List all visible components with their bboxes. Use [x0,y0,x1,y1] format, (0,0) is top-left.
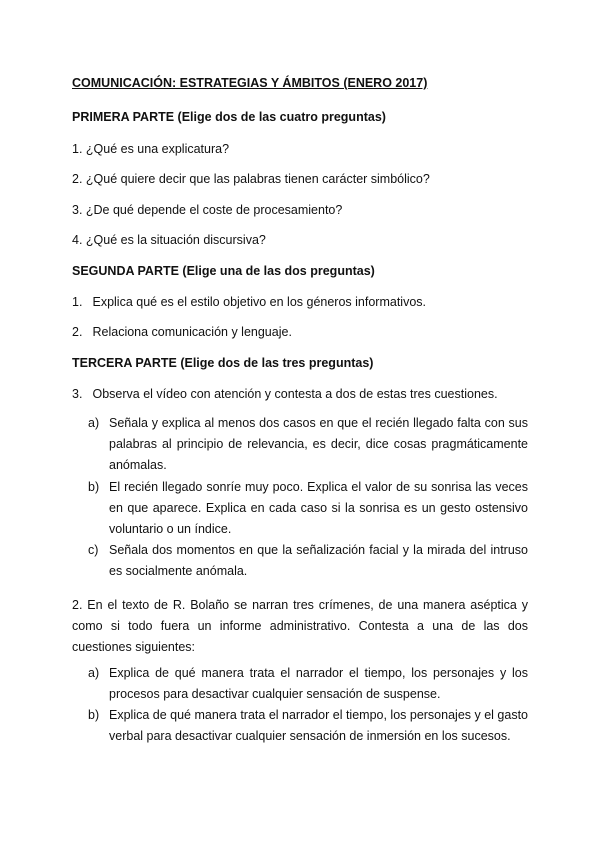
question-number: 3. [72,387,83,401]
question-number: 1. [72,295,83,309]
item-label: a) [88,666,100,680]
document-title: COMUNICACIÓN: ESTRATEGIAS Y ÁMBITOS (ENERO 2017) [72,76,428,90]
question-text: Observa el vídeo con atención y contesta a dos de estas tres cuestiones. [92,387,498,401]
part1-question-3: 3. ¿De qué depende el coste de procesamiento? [72,203,343,217]
item-text: Explica de qué manera trata el narrador el tiempo, los personajes y el gasto verbal para desactivar cualquier sensación de inmersión en los sucesos. [109,708,528,743]
part1-question-2: 2. ¿Qué quiere decir que las palabras tienen carácter simbólico? [72,172,430,186]
question-text: Relaciona comunicación y lenguaje. [92,325,292,339]
q2-item-a [88,663,528,705]
part2-question-1 [72,295,426,309]
q3-item-c [88,540,528,582]
part3-question-3 [72,387,498,401]
part2-heading: SEGUNDA PARTE (Elige una de las dos preguntas) [72,264,375,278]
item-label: b) [88,708,100,722]
item-label: c) [88,543,99,557]
question-text: Explica qué es el estilo objetivo en los géneros informativos. [92,295,426,309]
q2-item-b [88,705,528,747]
part3-heading: TERCERA PARTE (Elige dos de las tres preguntas) [72,356,374,370]
part1-question-1: 1. ¿Qué es una explicatura? [72,142,230,156]
item-text: Señala y explica al menos dos casos en que el recién llegado falta con sus palabras al principio de relevancia, es decir, dice cosas pragmáticamente anómalas. [109,416,528,472]
item-text: Explica de qué manera trata el narrador el tiempo, los personajes y los procesos para desactivar cualquier sensación de suspense. [109,666,528,701]
part1-heading: PRIMERA PARTE (Elige dos de las cuatro preguntas) [72,110,386,124]
part1-question-4: 4. ¿Qué es la situación discursiva? [72,233,266,247]
q3-item-b [88,477,528,540]
item-label: a) [88,416,100,430]
item-text: El recién llegado sonríe muy poco. Explica el valor de su sonrisa las veces en que aparece. Explica en cada caso si la sonrisa es un gesto ostensivo voluntario o un índice. [109,480,528,536]
part2-question-2 [72,325,292,339]
q3-item-a [88,413,528,476]
item-text: Señala dos momentos en que la señalización facial y la mirada del intruso es socialmente anómala. [109,543,528,578]
part3-question-2: 2. En el texto de R. Bolaño se narran tres crímenes, de una manera aséptica y como si todo fuera un informe administrativo. Contesta a una de las dos cuestiones siguientes: [72,598,528,654]
question-number: 2. [72,325,83,339]
item-label: b) [88,480,100,494]
